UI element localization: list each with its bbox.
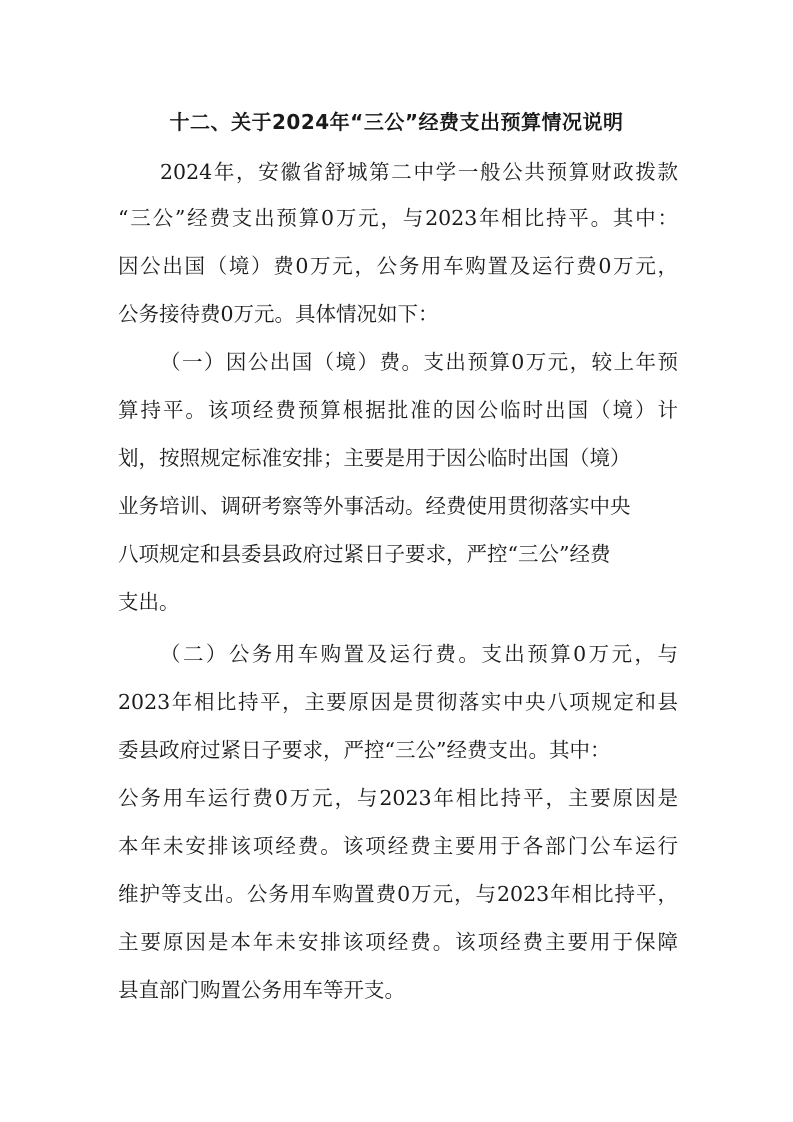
document-title: 十二、关于2024年“三公”经费支出预算情况说明 <box>169 110 624 134</box>
paragraph-3-line-3: 委县政府过紧日子要求，严控“三公”经费支出。其中： <box>118 738 611 762</box>
paragraph-2-line-5: 八项规定和县委县政府过紧日子要求，严控“三公”经费 <box>118 542 611 566</box>
paragraph-1-line-4: 公务接待费0万元。具体情况如下： <box>118 302 439 326</box>
paragraph-2-line-1: （一）因公出国（境）费。支出预算0万元，较上年预 <box>160 350 678 374</box>
paragraph-2-line-3: 划，按照规定标准安排；主要是用于因公临时出国（境） <box>118 446 631 470</box>
paragraph-2-line-4: 业务培训、调研考察等外事活动。经费使用贯彻落实中央 <box>118 494 631 518</box>
paragraph-2-line-6: 支出。 <box>118 590 180 614</box>
paragraph-3-line-7: 主要原因是本年未安排该项经费。该项经费主要用于保障 <box>118 930 678 954</box>
paragraph-3-line-4: 公务用车运行费0万元，与2023年相比持平，主要原因是 <box>118 786 678 810</box>
paragraph-1-line-2: “三公”经费支出预算0万元，与2023年相比持平。其中： <box>118 206 678 230</box>
paragraph-1-line-1: 2024年，安徽省舒城第二中学一般公共预算财政拨款 <box>160 160 678 184</box>
paragraph-3-line-5: 本年未安排该项经费。该项经费主要用于各部门公车运行 <box>118 834 678 858</box>
paragraph-2-line-2: 算持平。该项经费预算根据批准的因公临时出国（境）计 <box>118 398 678 422</box>
paragraph-1-line-3: 因公出国（境）费0万元，公务用车购置及运行费0万元， <box>118 254 678 278</box>
paragraph-3-line-8: 县直部门购置公务用车等开支。 <box>118 978 405 1002</box>
paragraph-3-line-6: 维护等支出。公务用车购置费0万元，与2023年相比持平， <box>118 882 678 906</box>
paragraph-3-line-1: （二）公务用车购置及运行费。支出预算0万元，与 <box>160 642 678 666</box>
paragraph-3-line-2: 2023年相比持平，主要原因是贯彻落实中央八项规定和县 <box>118 690 678 714</box>
